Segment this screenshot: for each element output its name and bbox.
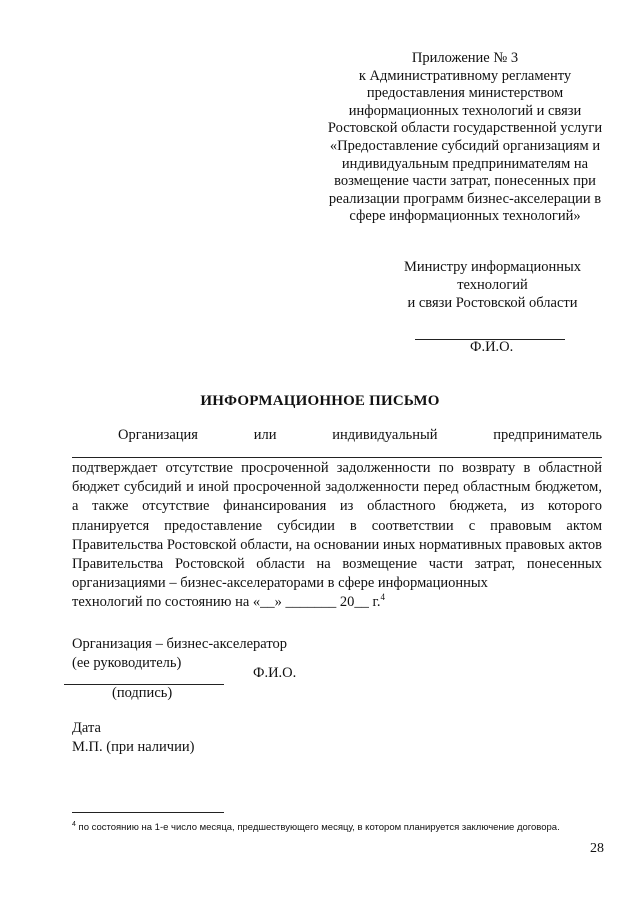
signature-label: (подпись) <box>112 685 173 701</box>
annex-line: Приложение № 3 <box>411 50 519 66</box>
body-date-line: технологий по состоянию на «__» _______ 20__ г. <box>72 594 381 611</box>
org-name-line <box>72 457 602 458</box>
addressee-line: технологий <box>457 277 528 293</box>
document-title: ИНФОРМАЦИОННОЕ ПИСЬМО <box>200 393 440 409</box>
org-word: индивидуальный <box>332 427 438 443</box>
annex-line: к Административному регламенту <box>358 67 572 84</box>
date-label: Дата <box>72 720 101 736</box>
org-word: Организация <box>118 427 198 443</box>
org-word: предприниматель <box>493 427 602 443</box>
head-label: (ее руководитель) <box>72 655 182 671</box>
seal-label: М.П. (при наличии) <box>72 739 195 755</box>
footnote-separator <box>72 812 224 813</box>
annex-line: индивидуальным предпринимателям на <box>341 155 589 172</box>
body-text: подтверждает отсутствие просроченной задолженности по возврату в областной бюджет субсидий и иной просроченной задолженности перед областным бюджетом, а также отсутствие финансирования из областного бюджета, из которого планируется предоставление субсидии в соответствии с правовым актом Правительства Ростовской области, на основании иных нормативных правовых актов Правительства Ростовской области на возмещение части затрат, понесенных организациями – бизнес-акселераторами в сфере информационных <box>72 460 602 592</box>
annex-line: возмещение части затрат, понесенных при <box>334 173 596 190</box>
org-word: или <box>253 427 277 443</box>
org-label: Организация – бизнес-акселератор <box>72 636 287 652</box>
addressee-line: Министру информационных <box>403 259 582 275</box>
addressee-block <box>385 258 600 312</box>
annex-line: информационных технологий и связи <box>348 102 582 119</box>
annex-line: «Предоставление субсидий организациям и <box>329 137 601 154</box>
page-number: 28 <box>590 841 604 856</box>
annex-line: реализации программ бизнес-акселерации в <box>328 190 602 207</box>
annex-line: предоставления министерством <box>366 85 564 102</box>
addressee-line: и связи Ростовской области <box>407 295 578 311</box>
body-last-line <box>72 593 602 612</box>
annex-line: Ростовской области государственной услуги <box>327 120 603 137</box>
footnote-marker: 4 <box>72 821 76 828</box>
annex-line: сфере информационных технологий» <box>349 208 581 225</box>
annex-header <box>305 50 625 226</box>
footnote-text: по состоянию на 1-е число месяца, предшествующего месяцу, в котором планируется заключение договора. <box>78 822 560 833</box>
date-seal-block <box>72 719 194 757</box>
footnote <box>72 822 612 834</box>
addressee-fio: Ф.И.О. <box>470 339 514 355</box>
signature-fio: Ф.И.О. <box>253 665 297 681</box>
footnote-ref: 4 <box>380 592 385 603</box>
org-type-row <box>118 427 602 444</box>
body-paragraph <box>72 459 602 613</box>
